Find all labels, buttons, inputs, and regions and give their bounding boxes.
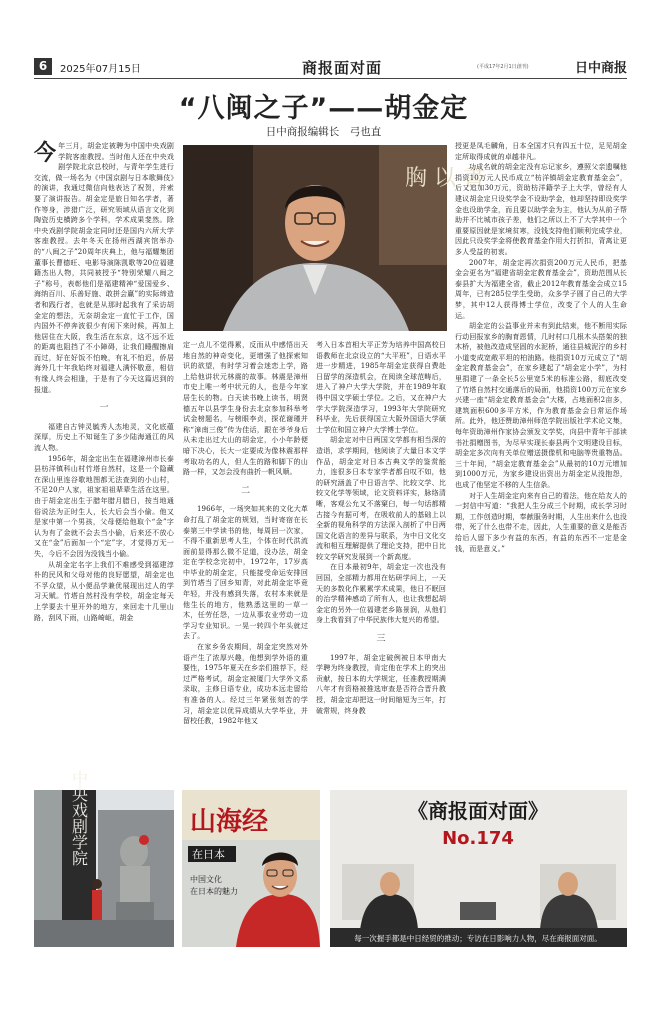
paragraph: 在家乡务农期间，胡金定突然对外语产生了浓厚兴趣，他想到学外语的重要性，1975年夏天在乡亲们推荐下，经过严格考试，胡金定被厦门大学外文系录取，主修日语专业，成功本远走留给有准备的人。经过三年紧张刻苦的学习，胡金定以优异成绩从大学毕业，并留校任教，1982年他又 (183, 643, 308, 726)
promo-banner: 每一次握手都是中日经贸的推动；专访在日影响力人物，尽在商报面对面。 (354, 934, 602, 943)
paragraph: 1966年，一场突如其来的文化大革命打乱了胡金定的规划，当时寄宿在长泰第三中学读书的他，每周回一次家，不得不重新思考人生，个体在时代洪流面前显得那么微不足道，没办法，胡金定在学校念完初中，1972年，17岁高中毕业的胡金定，只能接受命运安排回到竹塔当了回乡知青，对此胡金定毕竟年轻，并没有感到失落，农村本来就是他生长的地方，他熟悉这里的一草一木，任劳任怨，一边从事农业劳动一边学习专业知识。一晃一转四个年头就过去了。 (183, 505, 308, 641)
paragraph: 功成名就的胡金定没有忘记家乡，遵照父亲遗嘱他捐资10万元人民币成立“枋洋镇胡金定教育基金会”，后又追加30万元，资助枋洋籍学子上大学，曾经有人建议胡金定只设奖学金不设助学金，他却坚持即设奖学金也设助学金，而且要以助学金为主，他认为从前子帮助并不比城市孩子差，他们之所以上不了大学其中一个重要原因就是家境贫寒，没钱支持他们顺利完成学业，因此只设奖学金将使教育基金作用大打折扣，背离让更多人受益的初衷。 (455, 163, 627, 256)
paper-name: 日中商报 (574, 61, 627, 76)
book-cover-illustration (182, 790, 320, 947)
book-title: 山海经 (190, 807, 269, 837)
portrait-photo (183, 145, 485, 331)
paragraph: 在日本最初9年，胡金定一次也没有回国，全部精力都用在钻研学问上，一天天的多数化作累累学术成果，他日不眠回的治学精神感动了所有人，也让我想起胡金定的另外一位福建老乡陈景润，从他们身上我看到了中华民族伟大复兴的希望。 (316, 563, 446, 625)
paragraph: 考入日本首相大平正芳为培养中国高校日语教师在北京设立的“大平班”，日语水平进一步精进，1985年胡金定获得自费赴日留学的深造机会，在阅读全球范畴后，进入了神户大学大学院，并在1989年取得中国文学硕士学位。之后，又在神户大学大学院深造学习，1993年大学院研究科毕业，先后获得国立大阪外国语大学硕士学位和国立神户大学博士学位。 (316, 341, 446, 434)
promo-illustration (330, 790, 627, 947)
page-number: 6 (34, 58, 52, 75)
academy-sign: 中央戏剧学院 (69, 770, 89, 866)
academy-photo (34, 770, 174, 947)
portrait-illustration (183, 145, 485, 331)
paragraph: 胡金定对中日两国文学都有相当深的造诣，求学期间，他阅读了大量日本文学作品，胡金定对日本古典文学的鉴赏能力，连很多日本专家学者都自叹不如，他的研究涵盖了中日语言学、比较文学、比较文化学等领域，论文资料详实，脉络清晰，客观公允又不落窠臼，每一句话都精古接今有据可考，在吸收前人的基础上以全新的视角科学的方法深入剖析了中日两国文化语言的差异与联系，为中日文化交流和相互理解提供了理论支持，把中日比较文学研究发展到一个新高度。 (316, 436, 446, 561)
paragraph: 1997年，胡金定破例被日本甲南大学聘为终身教授，肯定他在学术上的突出贡献，按日本的大学规定，任准教授期满八年才有资格被推选审查是否符合晋升教授，胡金定却把这一时间缩短为三年，打破常规，终身教 (316, 653, 446, 715)
article-column-1 (34, 141, 174, 623)
drop-cap: 今 (34, 140, 57, 166)
book-tag-1: 中国文化 (190, 875, 222, 884)
paragraph: 授更是凤毛麟角，日本全国才只有四五十位，足见胡金定所取得成就的卓越非凡。 (455, 142, 627, 161)
article-byline: 日中商报编辑长 弓也直 (265, 126, 382, 138)
paragraph: 定一点儿不觉得累，反而从中感悟出天地自然的神奇变化，更增强了他探索知识的欲望，有时学习着会迷恋上学，路上给他讲状元林震的故事。林震是漳州市史上唯一考中状元的人，也是今年家居生长的物。白天读书晚上读书，明贤德五年以县学生身份去北京参加科举考试金榜题名，与榜眼李贞，探花谢瑾并称“漳南三俊”传为佳话，跟在爷爷身后从未走出过大山的胡金定，小小年龄便暗下决心，长大一定要成为像林震那样考取功名的人，但人生的路和脚下的山路一样，又怎会没有曲折一帆风顺。 (183, 341, 308, 477)
paragraph: 胡金定的公益事业并未有到此结束，他不断用实际行动回报家乡的胸育恩情，几时村口几根木头搭架的独木桥，被他改造成坚固的水泥桥，通往县城泥泞的乡村小道变成宽敞平坦的柏油路。他捐资10万元成立了“胡金定教育基金会”，在家乡建起了“胡金定小学”，为村里捐建了一条全长5公里宽5米的标准公路，彻底改变了竹塔自然村交通落后的局面，他捐资100万元在家乡兴建一座“胡金定教育基金会”大楼，占地面积2亩多，建筑面积600多平方米，作为教育基金会日常运作场所。此外，他还赞助漳州师范学院出版社学术论文集，每年资助漳州作家协会颁发文学奖，向县中青年干部读书社捐赠图书，为尽早实现长泰县两个文明建设目标，胡金定多次向有关单位赠送摄像机和电脑等贵重物品。三十年间，“胡金定教育基金会”从最初的10万元增加到1000万元，为家乡建设出资出力胡金定从没抱怨，也成了他坚定不移的人生信条。 (455, 322, 627, 489)
paragraph: 1956年，胡金定出生在福建漳州市长泰县枋洋镇科山村竹塔自然村，这是一个隐藏在深山里连谷歌地图都无法查到的小山村，不足20户人家，祖家祖祖辈辈生活在这里。由于胡金定出生于腊年腊月腊日，按当地通俗说法为正时生人，长大后会当小偷。他又是家中第一个男孩，父母便给他取个“金”字认为有了金就不会去当小偷，后来还不放心又在“金”后面加一个“定”字，才觉得万无一失，今后不会因为没钱当小偷。 (34, 454, 174, 558)
book-subtitle: 在日本 (192, 848, 225, 861)
promo-title: 《商报面对面》 (408, 799, 548, 823)
article-title: “八闽之子”——胡金定 (178, 93, 469, 124)
promo-panel (330, 790, 627, 947)
paragraph: 从胡金定名字上我们不难感受到福建淳朴的民风和父母对他的良好愿望，胡金定也不孚众望，从小便品学兼优展现出过人的学习天赋。竹塔自然村没有学校，胡金定每天上学要去十里开外的地方，来回走十几里山路，刮风下雨，山路崎岖，胡金 (34, 560, 174, 622)
section-mark-1: 一 (99, 403, 109, 414)
paragraph: 年三月，胡金定被聘为中国中央戏剧学院客座教授。当时他人还在中央戏剧学院北京总校时，与青年学生进行交流，做一场名为《中国京剧与日本歌舞伎》的演讲，我通过微信向他表达了祝贺，并索要了演讲报告。胡金定是旅日知名学者，著作等身，涉猎广泛，研究领域从语言文化到陶瓷历史横跨多个学科，学术成果斐然。除中央戏剧学院胡金定同时还是国内六所大学客座教授。去年冬天在扬州西湖宾馆举办的“八闽之子”20周年庆典上，他与福耀集团董事长曹德旺、电影导演陈凯歌等20位福建籍杰出人物，共同被授予“特别荣耀八闽之子”称号，表彰他们是福建精神“爱国爱乡、海纳百川、乐善好施、敢拼会赢”的实际缔造者和践行者，也就是从那时起我有了采访胡金定的想法，无奈胡金定一直忙于工作，国内国外不停奔波很少有闲下来时候，再加上他居住在大阪，我生活在东京，这不远不近的距离也阻挡了不小障碍，让我们睡醒擦肩而过，好在好饭不怕晚，有礼不怕迟，侨居海外几十年我始终对福建人满怀敬意，相信有缘人终会相逢，于是有了今天这篇迟到的报道。 (34, 142, 174, 394)
section-mark-3: 三 (376, 634, 386, 645)
article-column-4 (455, 141, 627, 554)
section-name: 商报面对面 (302, 59, 383, 77)
article-column-2 (183, 340, 308, 727)
paragraph: 2007年，胡金定再次捐资200万元人民币，把基金会更名为“福建省胡金定教育基金会”，资助范围从长泰县扩大为福建全省，截止2012年教育基金会成立15周年，已有285位学生受助，众多学子圆了自己的大学梦，其中12人获得博士学位，改变了个人的人生命运。 (455, 258, 627, 320)
book-cover-photo (182, 790, 320, 947)
section-mark-2: 二 (240, 485, 251, 496)
paragraph: 福建自古钟灵毓秀人杰地灵，文化底蕴深厚，历史上不知诞生了多少陆海通江的风流人物。 (34, 422, 174, 453)
promo-number: No.174 (442, 828, 514, 849)
issue-note: (平成17年2月1日創刊) (477, 64, 529, 70)
issue-date: 2025年07月15日 (60, 64, 141, 75)
paragraph: 对于人生胡金定向来有自己的看法，他在给友人的一封信中写道：“我把人生分成三个时期，成长学习时期，工作创造时期，奉献服务时期，人生出来什么也没带，死了什么也带不走，因此，人生重要的意义是能否给后人留下多少有益的东西，有益的东西不一定是金钱，而是意义。” (455, 491, 627, 553)
article-column-3 (316, 340, 446, 716)
page-header (34, 56, 627, 79)
calligraphy-text: 胸 以 書 (405, 166, 485, 191)
book-tag-2: 在日本的魅力 (190, 887, 238, 896)
academy-illustration (34, 770, 174, 947)
